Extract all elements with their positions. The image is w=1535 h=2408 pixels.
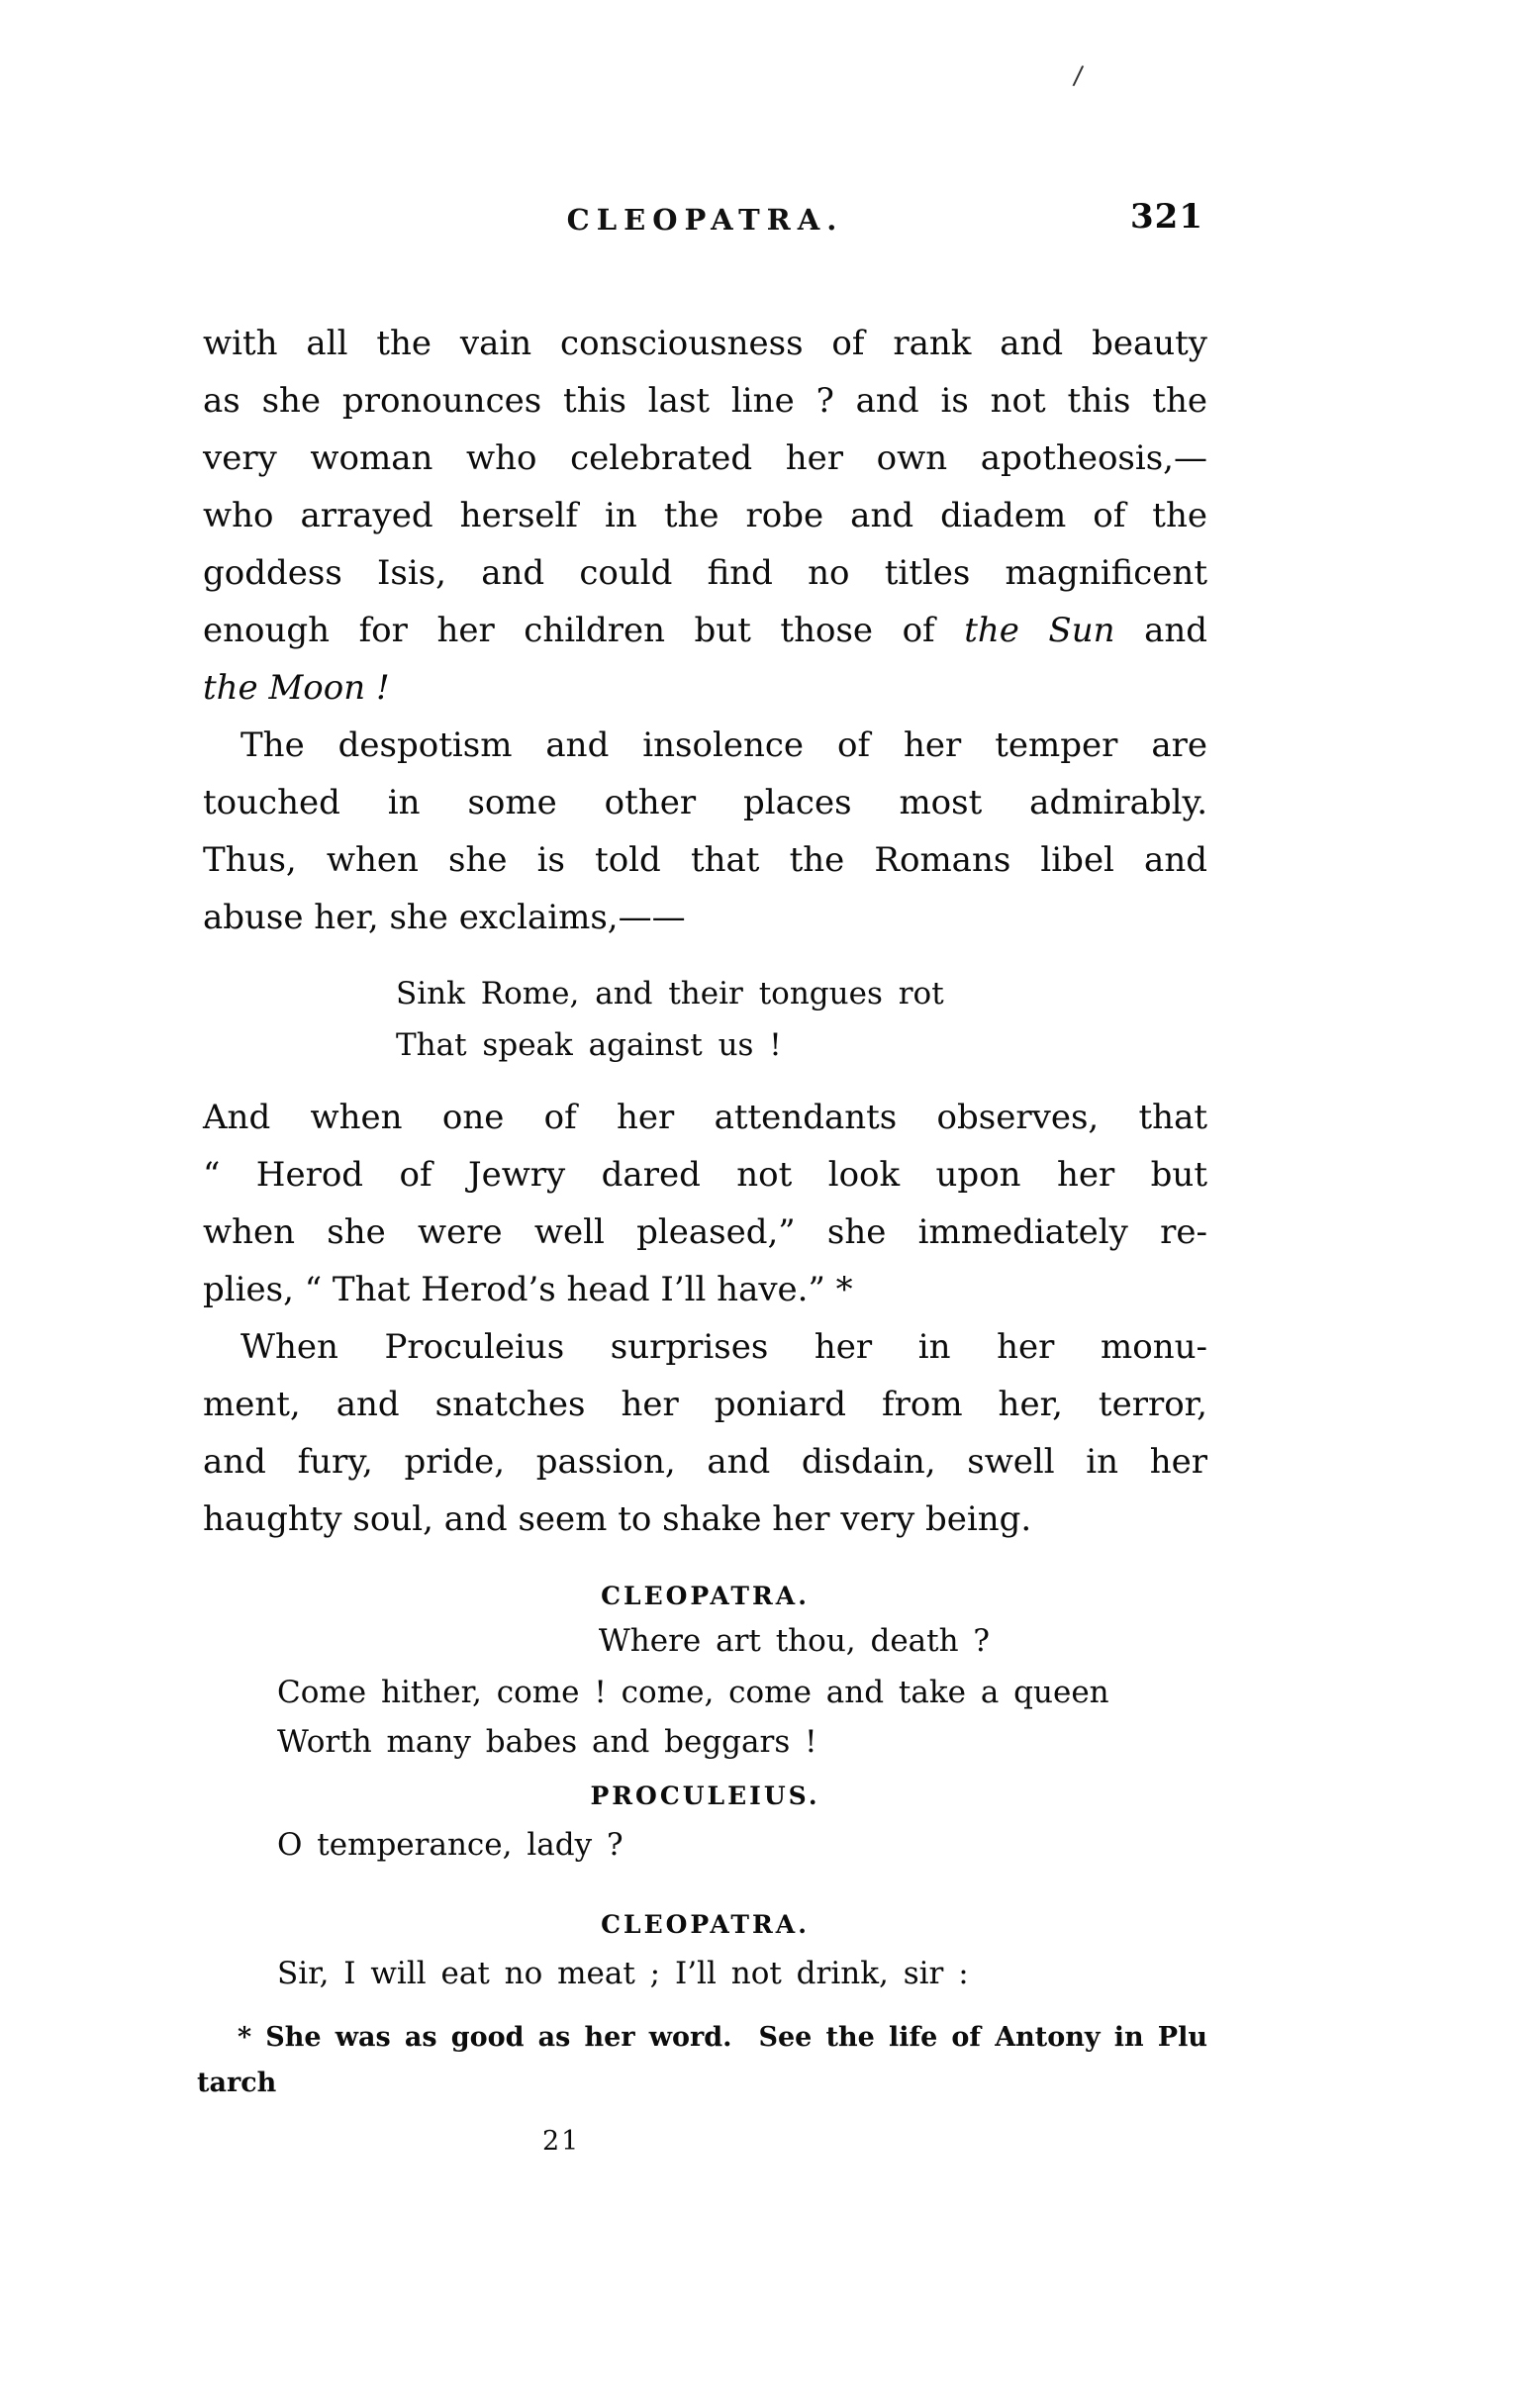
- verse-line: Sink Rome, and their tongues rot: [396, 976, 944, 1011]
- footnote: [197, 2015, 1207, 2106]
- dialogue-line: Come hither, come ! come, come and take a queen: [277, 1675, 1109, 1710]
- body-line: Thus, when she is told that the Romans libel and: [203, 840, 1207, 880]
- paragraph-2: [203, 717, 1207, 946]
- paragraph-1: [203, 315, 1207, 717]
- dialogue-line: Where art thou, death ?: [598, 1623, 991, 1659]
- body-line: “ Herod of Jewry dared not look upon her but: [203, 1155, 1207, 1195]
- body-line: touched in some other places most admirably.: [203, 783, 1207, 822]
- dialogue-line: Sir, I will eat no meat ; I’ll not drink, sir :: [277, 1956, 969, 1991]
- body-line: [203, 602, 1207, 659]
- page-header: [203, 197, 1207, 250]
- body-text: enough for her children but those of: [203, 611, 965, 650]
- speaker-heading-cleopatra: CLEOPATRA.: [601, 1582, 810, 1610]
- body-line: The despotism and insolence of her temper are: [240, 725, 1207, 765]
- body-line: And when one of her attendants observes, that: [203, 1098, 1207, 1137]
- italic-phrase-the-sun: the Sun: [964, 611, 1115, 650]
- body-line: goddess Isis, and could find no titles magnificent: [203, 553, 1207, 593]
- body-line: and fury, pride, passion, and disdain, swell in her: [203, 1442, 1207, 1482]
- running-title: CLEOPATRA.: [566, 203, 844, 237]
- page-number: 321: [1130, 197, 1203, 237]
- body-line: very woman who celebrated her own apotheosis,—: [203, 438, 1207, 478]
- body-line: haughty soul, and seem to shake her very being.: [203, 1499, 1032, 1539]
- body-line: abuse her, she exclaims,——: [203, 898, 686, 937]
- body-line: with all the vain consciousness of rank and beauty: [203, 324, 1207, 363]
- paragraph-4: [203, 1318, 1207, 1548]
- dialogue-line: Worth many babes and beggars !: [277, 1724, 817, 1760]
- footnote-line: tarch: [197, 2068, 277, 2098]
- scan-artifact-slash: /: [1071, 60, 1085, 92]
- speaker-heading-proculeius: PROCULEIUS.: [590, 1782, 820, 1810]
- body-line: ment, and snatches her poniard from her, terror,: [203, 1385, 1207, 1424]
- body-line: plies, “ That Herod’s head I’ll have.” *: [203, 1270, 853, 1309]
- body-text: and: [1114, 611, 1207, 650]
- footnote-line: * She was as good as her word. See the life of Antony in Plu: [238, 2022, 1207, 2053]
- body-line: when she were well pleased,” she immediately re-: [203, 1212, 1207, 1252]
- signature-mark: 21: [542, 2126, 581, 2157]
- blockquote-verse: [203, 968, 1207, 1071]
- body-line: as she pronounces this last line ? and is not this the: [203, 381, 1207, 421]
- paragraph-3: [203, 1089, 1207, 1318]
- speaker-heading-cleopatra: CLEOPATRA.: [601, 1910, 810, 1939]
- italic-phrase-the-moon: the Moon !: [203, 668, 390, 708]
- body-line: When Proculeius surprises her in her monu-: [240, 1327, 1207, 1367]
- body-line: who arrayed herself in the robe and diadem of the: [203, 496, 1207, 535]
- verse-line: That speak against us !: [396, 1027, 782, 1063]
- dialogue-line: O temperance, lady ?: [277, 1827, 624, 1863]
